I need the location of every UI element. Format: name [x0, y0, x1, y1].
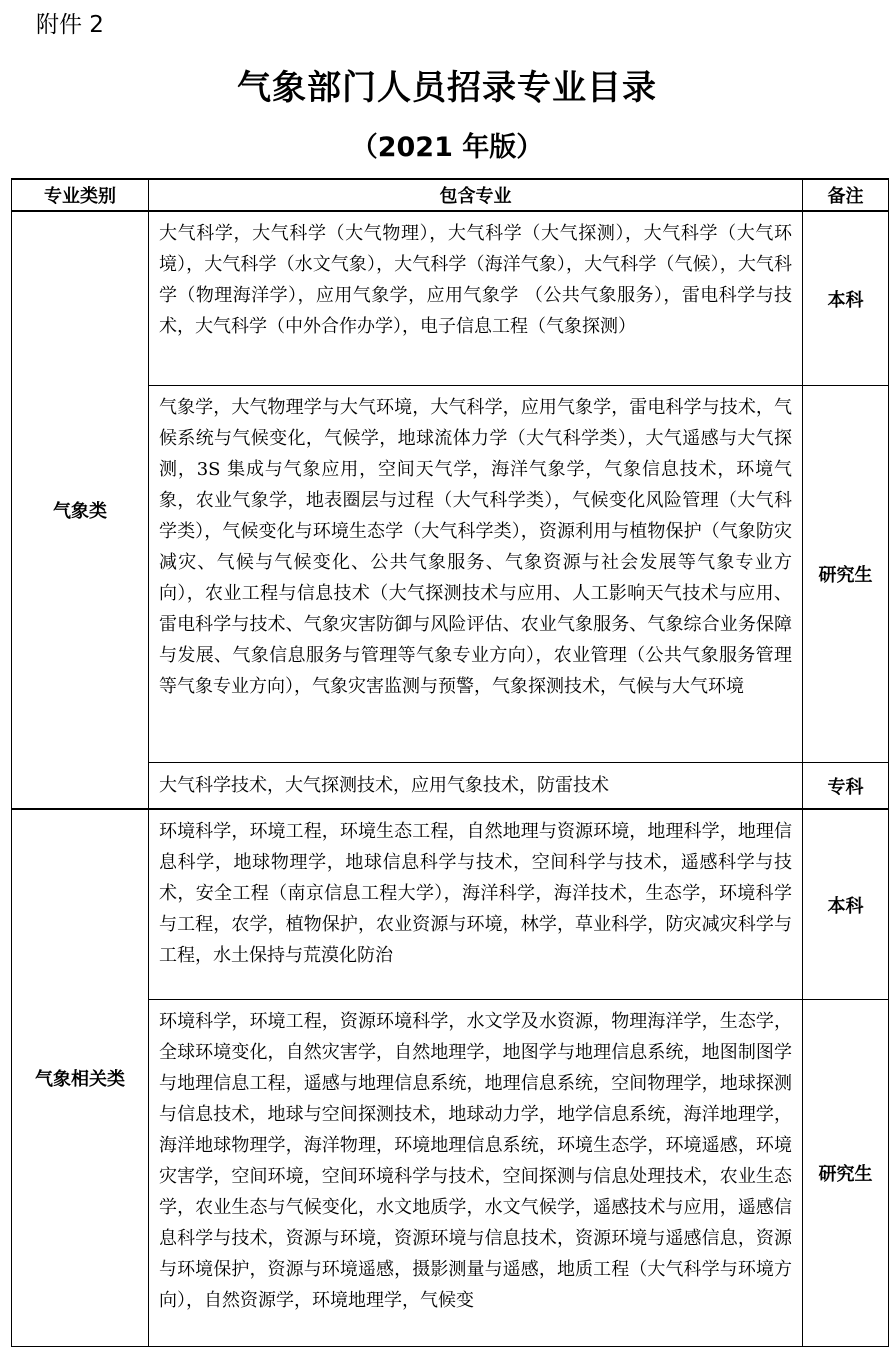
attachment-label: 附件 2 — [36, 12, 104, 38]
column-header-note: 备注 — [803, 179, 889, 211]
note-cell: 研究生 — [803, 386, 889, 763]
note-cell: 专科 — [803, 763, 889, 810]
table-header — [12, 179, 889, 211]
note-cell: 本科 — [803, 211, 889, 386]
majors-cell: 大气科学技术，大气探测技术，应用气象技术，防雷技术 — [149, 763, 803, 810]
table-row — [12, 809, 889, 1000]
document-title: 气象部门人员招录专业目录 — [237, 68, 657, 108]
category-cell-meteorology-related: 气象相关类 — [12, 809, 149, 1347]
table-body — [12, 211, 889, 1347]
column-header-majors: 包含专业 — [149, 179, 803, 211]
note-cell: 本科 — [803, 809, 889, 1000]
majors-cell: 环境科学，环境工程，资源环境科学，水文学及水资源，物理海洋学，生态学，全球环境变化，自然灾害学，自然地理学，地图学与地理信息系统，地图制图学与地理信息工程，遥感与地理信息系统，地理信息系统，空间物理学，地球探测与信息技术，地球与空间探测技术，地球动力学，地学信息系统，海洋地理学，海洋地球物理学，海洋物理，环境地理信息系统，环境生态学，环境遥感，环境灾害学，空间环境，空间环境科学与技术，空间探测与信息处理技术，农业生态学，农业生态与气候变化，水文地质学，水文气候学，遥感技术与应用，遥感信息科学与技术，资源与环境，资源环境与信息技术，资源环境与遥感信息，资源与环境保护，资源与环境遥感，摄影测量与遥感，地质工程（大气科学与环境方向），自然资源学，环境地理学，气候变 — [149, 1000, 803, 1347]
table-row — [12, 211, 889, 386]
column-header-category: 专业类别 — [12, 179, 149, 211]
document-subtitle: （2021 年版） — [350, 132, 544, 163]
majors-cell: 大气科学，大气科学（大气物理），大气科学（大气探测），大气科学（大气环境），大气科学（水文气象），大气科学（海洋气象），大气科学（气候），大气科学（物理海洋学），应用气象学，应用气象学 （公共气象服务），雷电科学与技术，大气科学（中外合作办学），电子信息工程（气象探测） — [149, 211, 803, 386]
majors-cell: 气象学，大气物理学与大气环境，大气科学，应用气象学，雷电科学与技术，气候系统与气候变化，气候学，地球流体力学（大气科学类），大气遥感与大气探测，3S 集成与气象应用，空间天气学，海洋气象学，气象信息技术，环境气象，农业气象学，地表圈层与过程（大气科学类），气候变化风险管理（大气科学类），气候变化与环境生态学（大气科学类），资源利用与植物保护（气象防灾减灾、气候与气候变化、公共气象服务、气象资源与社会发展等气象专业方向），农业工程与信息技术（大气探测技术与应用、人工影响天气技术与应用、雷电科学与技术、气象灾害防御与风险评估、农业气象服务、气象综合业务保障与发展、气象信息服务与管理等气象专业方向），农业管理（公共气象服务管理等气象专业方向），气象灾害监测与预警，气象探测技术，气候与大气环境 — [149, 386, 803, 763]
category-cell-meteorology: 气象类 — [12, 211, 149, 809]
note-cell: 研究生 — [803, 1000, 889, 1347]
major-catalog-table — [11, 178, 889, 1347]
majors-cell: 环境科学，环境工程，环境生态工程，自然地理与资源环境，地理科学，地理信息科学，地球物理学，地球信息科学与技术，空间科学与技术，遥感科学与技术，安全工程（南京信息工程大学），海洋科学，海洋技术，生态学，环境科学与工程，农学，植物保护，农业资源与环境，林学，草业科学，防灾减灾科学与工程，水土保持与荒漠化防治 — [149, 809, 803, 1000]
